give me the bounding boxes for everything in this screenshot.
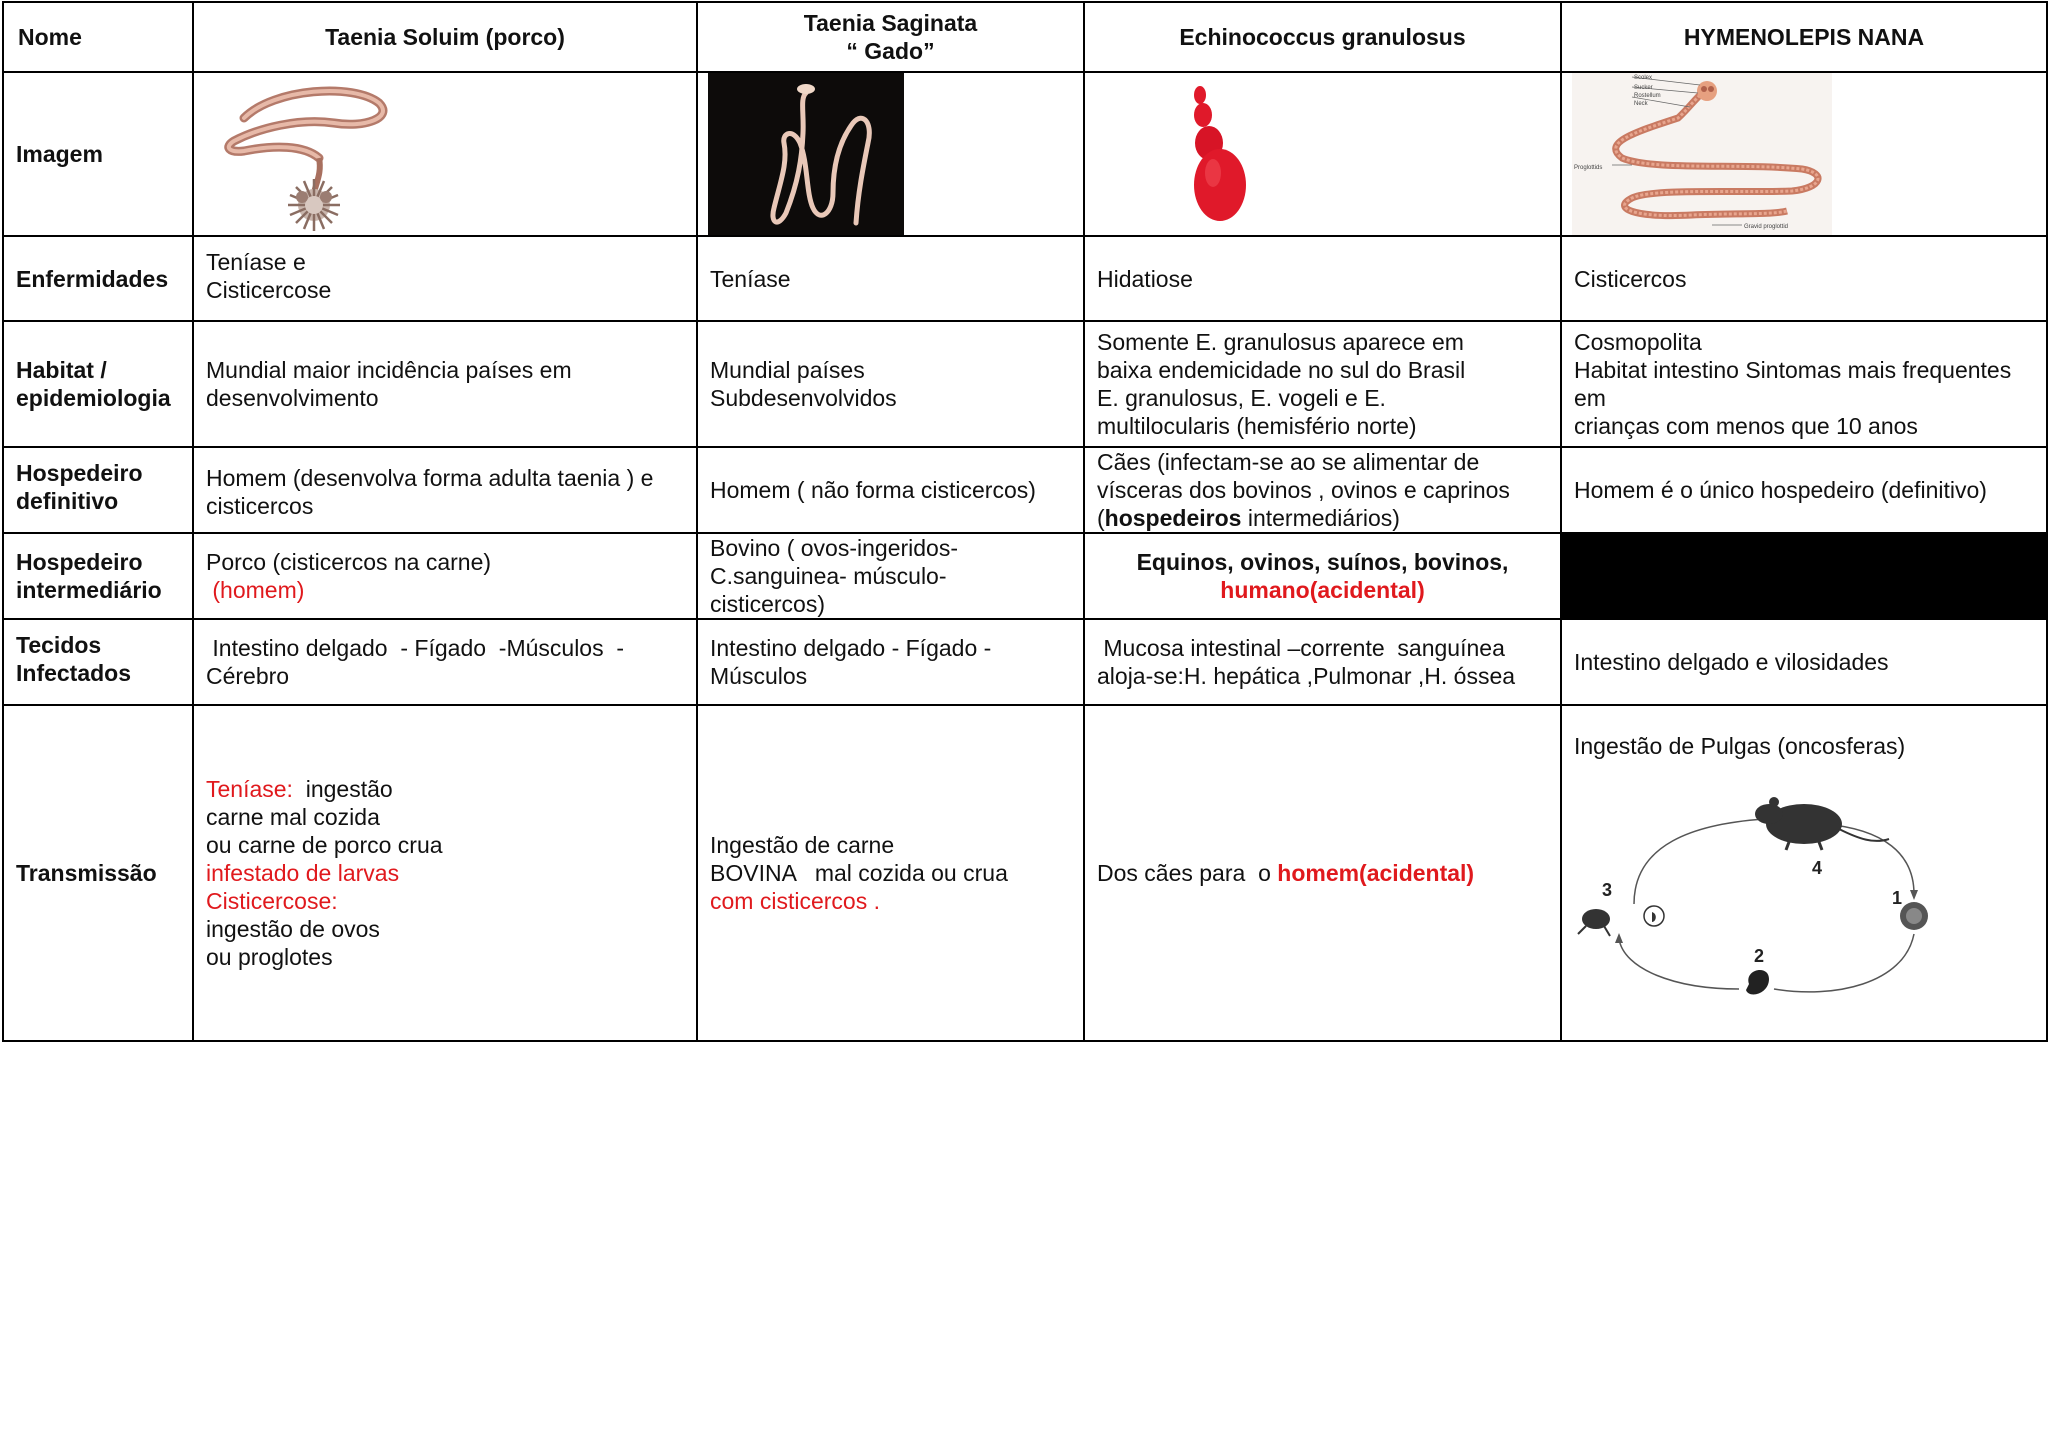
tecidos-echinococcus (1084, 619, 1561, 705)
diagram-label-proglottids: Proglottids (1574, 165, 1603, 171)
hosp-def-echinococcus-line2: vísceras dos bovinos , ovinos e caprinos (1097, 477, 1510, 503)
transmissao-solium-l1 (206, 775, 684, 803)
hosp-int-saginata (697, 533, 1084, 619)
transmissao-solium-l5: Cisticercose: (206, 888, 338, 914)
rowhead-enfermidades: Enfermidades (3, 236, 193, 321)
echinococcus-red-illustration (1145, 73, 1285, 235)
hosp-int-saginata-line1: Bovino ( ovos-ingeridos- (710, 535, 959, 561)
enfermidades-saginata: Teníase (697, 236, 1084, 321)
diagram-label-scolex: Scolex (1634, 75, 1653, 81)
taenia-saginata-worm (708, 73, 904, 235)
tecidos-saginata-line1: Intestino delgado - Fígado - (710, 635, 992, 661)
habitat-solium-line2: desenvolvimento (206, 385, 379, 411)
header-taenia-saginata-line1: Taenia Saginata (803, 10, 978, 36)
cysticercoid-icon (1746, 970, 1769, 995)
lifecycle-step-4: 4 (1812, 858, 1823, 878)
rowhead-habitat (3, 321, 193, 447)
header-echinococcus: Echinococcus granulosus (1084, 2, 1561, 72)
header-corner: Nome (3, 2, 193, 72)
hosp-def-hymenolepis: Homem é o único hospedeiro (definitivo) (1561, 447, 2047, 533)
hosp-int-echinococcus-line2: humano(acidental) (1220, 577, 1425, 603)
transmissao-solium-l7: ou proglotes (206, 944, 333, 970)
rowhead-imagem: Imagem (3, 72, 193, 236)
habitat-solium-line1: Mundial maior incidência países em (206, 357, 572, 383)
transmissao-solium-l2: carne mal cozida (206, 804, 380, 830)
egg-icon (1900, 902, 1928, 930)
tecidos-echinococcus-line1: Mucosa intestinal –corrente sanguínea (1097, 635, 1505, 661)
hosp-int-hymenolepis-blank (1561, 533, 2047, 619)
hosp-int-solium-line2: (homem) (206, 577, 305, 603)
row-hospedeiro-definitivo (3, 447, 2047, 533)
lifecycle-step-1: 1 (1892, 888, 1903, 908)
transmissao-echinococcus-prefix: Dos cães para o (1097, 860, 1278, 886)
habitat-solium (193, 321, 697, 447)
tecidos-echinococcus-line2: aloja-se:H. hepática ,Pulmonar ,H. óssea (1097, 663, 1516, 689)
rowhead-hospedeiro-definitivo (3, 447, 193, 533)
habitat-saginata (697, 321, 1084, 447)
hosp-int-solium-line1: Porco (cisticercos na carne) (206, 549, 492, 575)
lifecycle-step-3: 3 (1602, 880, 1613, 900)
lifecycle-step-2: 2 (1754, 946, 1765, 966)
tecidos-solium-line2: Cérebro (206, 663, 290, 689)
habitat-hymenolepis-line3: crianças com menos que 10 anos (1574, 413, 1918, 439)
habitat-hymenolepis (1561, 321, 2047, 447)
habitat-echinococcus-line3: E. granulosus, E. vogeli e E. (1097, 385, 1386, 411)
habitat-hymenolepis-line2: Habitat intestino Sintomas mais frequentes em (1574, 357, 2012, 411)
enfermidades-solium-line2: Cisticercose (206, 276, 332, 303)
header-taenia-saginata (697, 2, 1084, 72)
habitat-echinococcus-line2: baixa endemicidade no sul do Brasil (1097, 357, 1466, 383)
enfermidades-hymenolepis: Cisticercos (1561, 236, 2047, 321)
habitat-saginata-line2: Subdesenvolvidos (710, 385, 897, 411)
taenia-saginata-photo (708, 73, 904, 235)
hosp-def-solium (193, 447, 697, 533)
rowhead-habitat-line2: epidemiologia (16, 385, 171, 411)
hosp-def-echinococcus-rest: intermediários) (1241, 505, 1400, 531)
transmissao-solium-l4: infestado de larvas (206, 860, 400, 886)
transmissao-saginata-l2: BOVINA mal cozida ou crua (710, 860, 1008, 886)
hosp-int-echinococcus (1084, 533, 1561, 619)
rat-icon (1755, 797, 1889, 850)
transmissao-solium-teniase: Teníase: (206, 776, 293, 802)
rowhead-hosp-def-line2: definitivo (16, 488, 119, 514)
lifecycle-diagram (1574, 784, 1954, 1014)
habitat-echinococcus-line4: multilocularis (hemisfério norte) (1097, 413, 1417, 439)
hosp-int-saginata-line2: C.sanguinea- músculo- (710, 563, 947, 589)
rowhead-transmissao: Transmissão (3, 705, 193, 1041)
habitat-saginata-line1: Mundial países (710, 357, 865, 383)
hosp-def-echinococcus-bold: hospedeiros (1104, 505, 1242, 531)
row-transmissao (3, 705, 2047, 1041)
tecidos-saginata (697, 619, 1084, 705)
hosp-def-saginata: Homem ( não forma cisticercos) (697, 447, 1084, 533)
transmissao-solium-l6: ingestão de ovos (206, 916, 380, 942)
diagram-label-gravid: Gravid proglottid (1744, 224, 1789, 230)
rowhead-hosp-int-line2: intermediário (16, 577, 162, 603)
image-cell-solium (193, 72, 697, 236)
hosp-def-echinococcus-line3 (1097, 504, 1548, 532)
diagram-label-sucker: Sucker (1634, 85, 1653, 91)
enfermidades-echinococcus: Hidatiose (1084, 236, 1561, 321)
hosp-def-echinococcus (1084, 447, 1561, 533)
rowhead-hospedeiro-intermediario (3, 533, 193, 619)
rowhead-tecidos-line2: Infectados (16, 660, 132, 686)
transmissao-saginata-l3: com cisticercos . (710, 888, 880, 914)
tapeworm-scolex-illustration (204, 73, 404, 235)
transmissao-hymenolepis (1561, 705, 2047, 1041)
rowhead-hosp-int-line1: Hospedeiro (16, 549, 143, 575)
hosp-def-solium-line1: Homem (desenvolva forma adulta taenia ) e (206, 465, 654, 491)
habitat-echinococcus (1084, 321, 1561, 447)
row-enfermidades (3, 236, 2047, 321)
image-cell-hymenolepis (1561, 72, 2047, 236)
header-hymenolepis: HYMENOLEPIS NANA (1561, 2, 2047, 72)
transmissao-saginata (697, 705, 1084, 1041)
flea-icon (1578, 909, 1610, 936)
habitat-hymenolepis-line1: Cosmopolita (1574, 329, 1702, 355)
larva-stage-icon (1644, 906, 1664, 926)
habitat-echinococcus-line1: Somente E. granulosus aparece em (1097, 329, 1464, 355)
rowhead-tecidos-line1: Tecidos (16, 632, 102, 658)
transmissao-solium (193, 705, 697, 1041)
transmissao-saginata-l1: Ingestão de carne (710, 832, 895, 858)
enfermidades-solium-line1: Teníase e (206, 248, 306, 275)
hymenolepis-anatomy-diagram (1572, 73, 1832, 235)
header-row (3, 2, 2047, 72)
hosp-int-solium (193, 533, 697, 619)
row-habitat (3, 321, 2047, 447)
image-cell-echinococcus (1084, 72, 1561, 236)
rowhead-habitat-line1: Habitat / (16, 357, 107, 383)
transmissao-echinococcus (1084, 705, 1561, 1041)
hosp-def-solium-line2: cisticercos (206, 493, 314, 519)
rowhead-tecidos (3, 619, 193, 705)
transmissao-echinococcus-homem: homem(acidental) (1277, 860, 1475, 886)
tecidos-solium-line1: Intestino delgado - Fígado -Músculos - (206, 635, 625, 661)
transmissao-solium-l1-rest: ingestão (292, 776, 393, 802)
row-imagem (3, 72, 2047, 236)
tecidos-solium (193, 619, 697, 705)
enfermidades-solium (193, 236, 697, 321)
transmissao-hymenolepis-text: Ingestão de Pulgas (oncosferas) (1574, 733, 1906, 759)
hosp-int-saginata-line3: cisticercos) (710, 591, 826, 617)
transmissao-solium-l3: ou carne de porco crua (206, 832, 443, 858)
tecidos-saginata-line2: Músculos (710, 663, 808, 689)
row-tecidos-infectados (3, 619, 2047, 705)
tecidos-hymenolepis: Intestino delgado e vilosidades (1561, 619, 2047, 705)
hosp-def-echinococcus-open: ( (1097, 505, 1105, 531)
image-cell-saginata (697, 72, 1084, 236)
rowhead-hosp-def-line1: Hospedeiro (16, 460, 143, 486)
parasite-comparison-table (2, 1, 2048, 1042)
header-taenia-solium: Taenia Soluim (porco) (193, 2, 697, 72)
row-hospedeiro-intermediario (3, 533, 2047, 619)
diagram-label-neck: Neck (1634, 101, 1648, 107)
hosp-int-echinococcus-line1: Equinos, ovinos, suínos, bovinos, (1136, 549, 1509, 575)
hosp-def-echinococcus-line1: Cães (infectam-se ao se alimentar de (1097, 449, 1480, 475)
header-taenia-saginata-line2: “ Gado” (846, 38, 935, 64)
diagram-label-rostellum: Rostellum (1634, 93, 1661, 99)
